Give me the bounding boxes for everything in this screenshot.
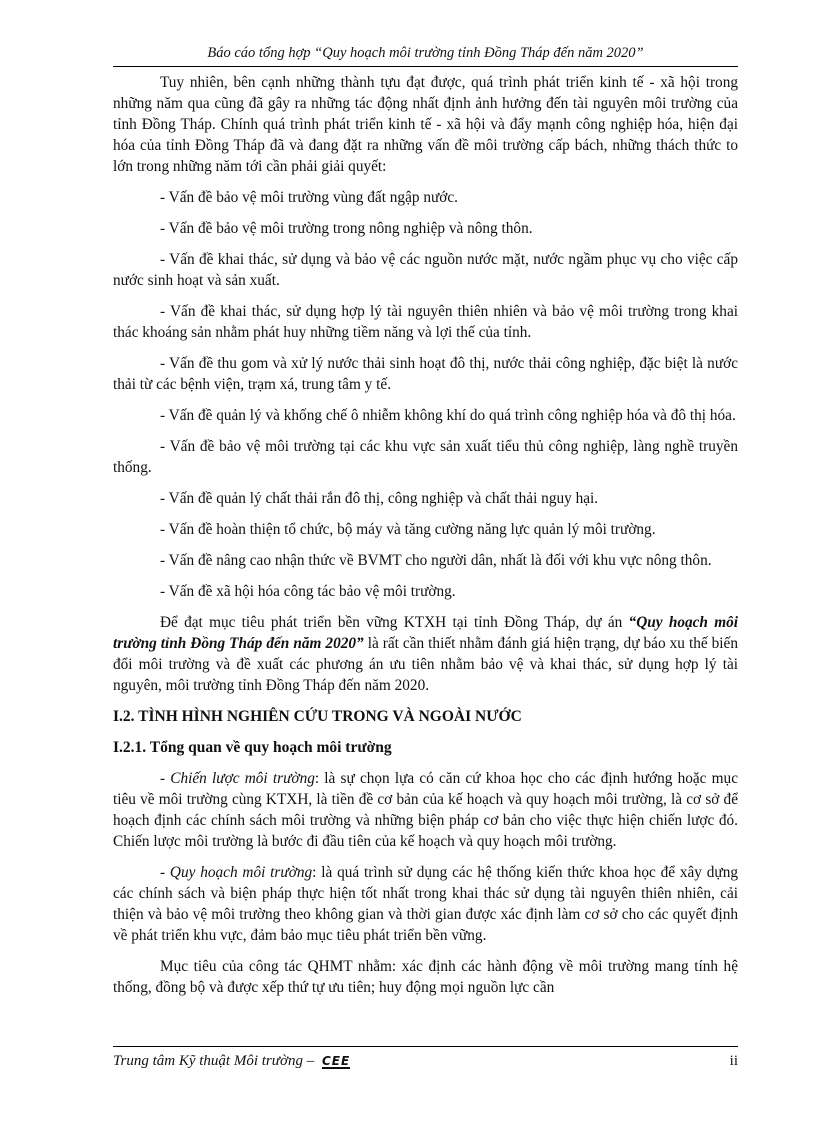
issues-list — [113, 187, 738, 602]
strategy-text: : là sự chọn lựa có căn cứ khoa học cho các định hướng hoặc mục tiêu về môi trường cùng KTXH, là tiền đề cơ bản của kế hoạch và quy hoạch môi trường, là cơ sở để hoạch định các chính sách môi trường và những biện pháp cơ bản cho việc thực hiện chiến lược đó. Chiến lược môi trường là bước đi đầu tiên của kế hoạch và quy hoạch môi trường. — [113, 770, 738, 850]
list-item: - Vấn đề khai thác, sử dụng hợp lý tài nguyên thiên nhiên và bảo vệ môi trường trong khai thác khoáng sản nhằm phát huy những tiềm năng và lợi thế của tỉnh. — [113, 303, 738, 341]
intro-paragraph: Tuy nhiên, bên cạnh những thành tựu đạt được, quá trình phát triển kinh tế - xã hội trong những năm qua cũng đã gây ra những tác động nhất định ảnh hưởng đến tài nguyên môi trường của tỉnh Đồng Tháp. Chính quá trình phát triển kinh tế - xã hội và đẩy mạnh công nghiệp hóa, hiện đại hóa của tỉnh Đồng Tháp đã và đang đặt ra những vấn đề môi trường cấp bách, những thách thức to lớn trong những năm tới cần phải giải quyết: — [113, 74, 738, 175]
document-body — [113, 72, 738, 1008]
running-header — [113, 44, 738, 67]
list-item: - Vấn đề bảo vệ môi trường trong nông nghiệp và nông thôn. — [160, 220, 533, 237]
cee-logo: CEE — [321, 1054, 351, 1068]
planning-definition — [113, 862, 738, 946]
footer-text: Trung tâm Kỹ thuật Môi trường – — [113, 1053, 315, 1069]
list-item: - Vấn đề hoàn thiện tổ chức, bộ máy và tăng cường năng lực quản lý môi trường. — [160, 521, 656, 538]
list-item: - Vấn đề thu gom và xử lý nước thải sinh hoạt đô thị, nước thải công nghiệp, đặc biệt là nước thải từ các bệnh viện, trạm xá, trung tâm y tế. — [113, 355, 738, 393]
header-title: Báo cáo tổng hợp “Quy hoạch môi trường tỉnh Đồng Tháp đến năm 2020” — [207, 45, 644, 61]
page-number: ii — [729, 1053, 738, 1069]
running-footer — [113, 1046, 738, 1077]
planning-term: Quy hoạch môi trường — [169, 864, 313, 881]
goal-text-end: là rất cần thiết nhằm đánh giá hiện trạng, dự báo xu thế biến đổi môi trường và đề xuất các phương án ưu tiên nhằm bảo vệ và khai thác, sử dụng hợp lý tài nguyên, môi trường tỉnh Đồng Tháp đến năm 2020. — [113, 635, 738, 694]
list-item: - Vấn đề bảo vệ môi trường vùng đất ngập nước. — [160, 189, 458, 206]
list-item: - Vấn đề quản lý và khống chế ô nhiễm không khí do quá trình công nghiệp hóa và đô thị hóa. — [160, 407, 736, 424]
section-heading: I.2. TÌNH HÌNH NGHIÊN CỨU TRONG VÀ NGOÀI NƯỚC — [113, 708, 522, 725]
subsection-heading: I.2.1. Tổng quan về quy hoạch môi trường — [113, 739, 392, 756]
goal-paragraph — [113, 612, 738, 696]
list-item: - Vấn đề bảo vệ môi trường tại các khu vực sản xuất tiểu thủ công nghiệp, làng nghề truyền thống. — [113, 438, 738, 476]
strategy-definition — [113, 768, 738, 852]
planning-dash: - — [160, 864, 170, 881]
objective-paragraph: Mục tiêu của công tác QHMT nhằm: xác định các hành động về môi trường mang tính hệ thống, đồng bộ và được xếp thứ tự ưu tiên; huy động mọi nguồn lực cần — [113, 958, 738, 996]
strategy-term: Chiến lược môi trường — [170, 770, 315, 787]
planning-text: : là quá trình sử dụng các hệ thống kiến thức khoa học để xây dựng các chính sách và biện pháp thực hiện tốt nhất trong khai thác sử dụng tài nguyên thiên nhiên, cải thiện và bảo vệ môi trường theo không gian và thời gian được xác định làm cơ sở cho các quyết định về phát triển khu vực, đảm bảo mục tiêu phát triển bền vững. — [113, 864, 739, 944]
strategy-dash: - — [160, 770, 171, 787]
list-item: - Vấn đề khai thác, sử dụng và bảo vệ các nguồn nước mặt, nước ngầm phục vụ cho việc cấp nước sinh hoạt và sản xuất. — [113, 251, 738, 289]
list-item: - Vấn đề quản lý chất thải rắn đô thị, công nghiệp và chất thải nguy hại. — [160, 490, 599, 507]
goal-text-start: Để đạt mục tiêu phát triển bền vững KTXH tại tỉnh Đồng Tháp, dự án — [160, 614, 629, 631]
list-item: - Vấn đề nâng cao nhận thức về BVMT cho người dân, nhất là đối với khu vực nông thôn. — [160, 552, 712, 569]
footer-organization — [113, 1053, 350, 1070]
list-item: - Vấn đề xã hội hóa công tác bảo vệ môi trường. — [160, 583, 456, 600]
project-title-emphasis: “Quy hoạch môi trường tỉnh Đồng Tháp đến năm 2020” — [113, 614, 738, 652]
